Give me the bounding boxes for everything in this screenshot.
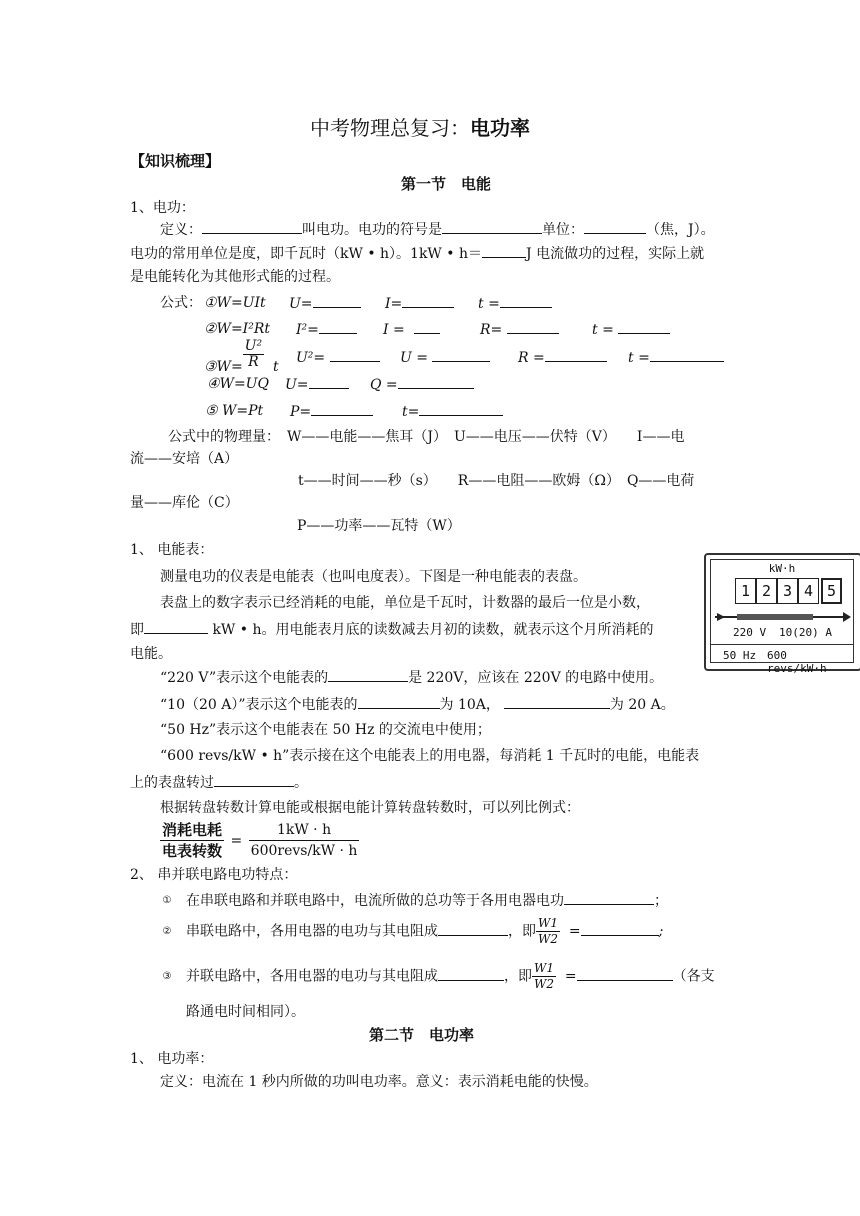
formula-5: ⑤ W=Pt — [205, 403, 264, 419]
blank — [482, 244, 526, 258]
ratio-intro: 根据转盘转数计算电能或根据电能计算转盘转数时，可以列比例式： — [160, 800, 580, 816]
power-definition: 定义：电流在 1 秒内所做的功叫电功率。意义：表示消耗电能的快慢。 — [160, 1074, 598, 1090]
formula-2-r: R= — [480, 320, 559, 339]
meter-digit: 2 — [756, 578, 777, 604]
ratio-right: $\frac{1kW \cdot h}{\text{600revs/kW · h}}$ — [250, 822, 358, 859]
blank — [584, 220, 646, 234]
frequency-line: “50 Hz”表示这个电能表在 50 Hz 的交流电中使用； — [160, 722, 491, 738]
meter-counter — [735, 578, 842, 604]
item-electric-work: 1、电功： — [130, 200, 195, 216]
formula-3-u: U = — [400, 348, 490, 367]
quantities-line-1: 公式中的物理量： W——电能——焦耳（J） U——电压——伏特（V） I——电 — [168, 429, 685, 445]
section-2-title: 第二节 电功率 — [369, 1026, 475, 1044]
quantities-line-3: t——时间——秒（s） R——电阻——欧姆（Ω） Q——电荷 — [298, 473, 695, 489]
meter-voltage: 220 V — [733, 626, 767, 639]
formula-1: ①W=UIt — [204, 295, 266, 311]
formula-1-t: t = — [478, 294, 552, 313]
meter-current: 10(20) A — [779, 626, 832, 639]
formula-3: ③W= $\frac{\text{U²}}{R}$ t — [204, 338, 279, 375]
meter-frequency: 50 Hz — [723, 649, 757, 662]
meter-digit-decimal: 5 — [821, 578, 842, 604]
meter-p3: 即 kW • h。用电能表月底的读数减去月初的读数，就表示这个月所消耗的 — [130, 622, 654, 638]
formula-4-q: Q = — [370, 375, 474, 394]
meter-face — [710, 559, 854, 675]
meter-unit-label: kW·h — [768, 562, 796, 575]
meter-digit: 4 — [798, 578, 819, 604]
series-item-2: ② 串联电路中，各用电器的电功与其电阻成 ，即 $\frac{W1}{W2}$ = ; — [162, 916, 664, 946]
series-item-1: ① 在串联电路和并联电路中，电流所做的总功等于各用电器电功 ； — [162, 893, 668, 909]
formula-5-p: P= — [290, 402, 373, 421]
w-ratio: $\frac{W1}{W2}$ — [538, 916, 558, 946]
meter-p2: 表盘上的数字表示已经消耗的电能，单位是千瓦时，计数器的最后一位是小数， — [160, 595, 650, 611]
formula-2-t: t = — [592, 320, 670, 339]
formula-3-u2: U²= — [296, 348, 380, 367]
section-heading: 【知识梳理】 — [130, 152, 221, 170]
formula-3-r: R = — [518, 348, 607, 367]
voltage-line: “220 V”表示这个电能表的 是 220V，应该在 220V 的电路中使用。 — [160, 670, 664, 686]
formula-label: 公式： — [160, 295, 202, 311]
meter-digit: 1 — [735, 578, 756, 604]
formula-4: ④W=UQ — [207, 376, 269, 392]
formula-5-t: t= — [402, 402, 503, 421]
meter-heading: 1、 电能表： — [130, 542, 214, 558]
meter-p4: 电能。 — [130, 646, 172, 662]
meter-disc-arrow — [713, 610, 851, 624]
quantities-line-5: P——功率——瓦特（W） — [297, 518, 461, 534]
quantities-line-4: 量——库伦（C） — [130, 495, 239, 511]
formula-3-fraction: $\frac{\text{U²}}{R}$ — [244, 338, 263, 370]
definition-line-1: 定义： 叫电功。电功的符号是 单位： （焦，J）。 — [160, 222, 715, 238]
formula-2-i: I = — [383, 320, 440, 339]
electric-meter-diagram — [704, 553, 860, 675]
formula-4-u: U= — [285, 375, 349, 394]
meter-digit: 3 — [777, 578, 798, 604]
meter-revs: 600 revs/kW·h — [767, 649, 827, 675]
power-heading: 1、 电功率： — [130, 1051, 214, 1067]
meter-divider — [711, 644, 853, 645]
formula-1-u: U= — [289, 294, 361, 313]
definition-line-3: 是电能转化为其他形式能的过程。 — [130, 269, 340, 285]
page-title: 中考物理总复习：电功率 — [310, 116, 530, 140]
ratio-formula: $\frac{\text{消耗电耗}}{\text{电表转数}}$ = $\frac{1kW \cdot h}{\text{600revs/kW · h}}$ — [162, 821, 358, 860]
series-heading: 2、 串并联电路电功特点： — [130, 867, 298, 883]
meter-p1: 测量电功的仪表是电能表（也叫电度表）。下图是一种电能表的表盘。 — [160, 569, 587, 585]
quantities-line-2: 流——安培（A） — [130, 451, 239, 467]
formula-1-i: I= — [385, 294, 454, 313]
definition-line-2: 电功的常用单位是度，即千瓦时（kW • h）。1kW • h＝ J 电流做功的过程，实际上就 — [130, 246, 705, 262]
blank — [442, 220, 542, 234]
blank — [202, 220, 302, 234]
ratio-left: $\frac{\text{消耗电耗}}{\text{电表转数}}$ — [162, 821, 223, 860]
formula-2-i2: I²= — [296, 320, 357, 339]
revs-line-2: 上的表盘转过 。 — [130, 775, 308, 791]
current-line: “10（20 A）”表示这个电能表的 为 10A， 为 20 A。 — [160, 697, 675, 713]
section-1-title: 第一节 电能 — [401, 175, 492, 193]
series-item-3-cont: 路通电时间相同）。 — [186, 1004, 305, 1020]
formula-3-t: t = — [628, 348, 724, 367]
w-ratio: $\frac{W1}{W2}$ — [534, 961, 554, 991]
revs-line-1: “600 revs/kW • h”表示接在这个电能表上的用电器，每消耗 1 千瓦时的电能，电能表 — [160, 748, 700, 764]
series-item-3: ③ 并联电路中，各用电器的电功与其电阻成 ，即 $\frac{W1}{W2}$ = （各支 — [162, 961, 715, 991]
formula-2: ②W=I²Rt — [204, 321, 270, 337]
